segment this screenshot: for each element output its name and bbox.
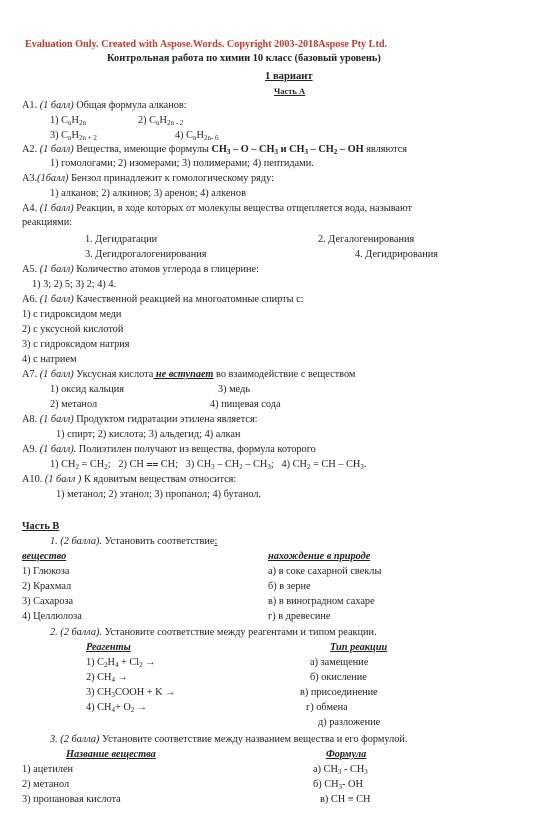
question-a4: А4. (1 балл) Реакции, в ходе которых от молекулы вещества отщепляется вода, называют: [22, 203, 413, 214]
column-header-right: Тип реакции: [330, 642, 388, 653]
part-a-label: Часть А: [274, 86, 306, 96]
question-a10: А10. (1 балл ) К ядовитым веществам относится:: [22, 474, 237, 485]
question-b2: 2. (2 балла). Установите соответствие между реагентами и типом реакции.: [50, 627, 377, 638]
evaluation-notice: Evaluation Only. Created with Aspose.Words. Copyright 2003-2018Aspose Pty Ltd.: [25, 39, 388, 50]
match-left-item: 2) Крахмал: [22, 581, 72, 592]
reagent-item: 1) $C_2H_4 + Cl_2$ →: [86, 657, 156, 669]
answer-option: 4. Дегидрирования: [355, 249, 438, 260]
column-header-right: нахождение в природе: [268, 551, 371, 562]
emphasis-text: не вступает: [153, 369, 214, 380]
question-a7: А7. (1 балл) Уксусная кислота не вступает во взаимодействие с веществом: [22, 369, 356, 380]
answer-option: 2) CH ⩵ CH;: [118, 459, 178, 470]
formula-item: в) CH ≡ CH: [320, 794, 371, 805]
formula-dimethyl-ether: $CH_3$ – O – $CH_3$: [211, 144, 278, 156]
answer-options-formulas: [50, 458, 366, 471]
formula-item: б) $CH_3-$ OH: [313, 779, 363, 791]
reagent-item: 2) $CH_4$ →: [86, 672, 128, 684]
question-a8: А8. (1 балл) Продуктом гидратации этилена является:: [22, 414, 258, 425]
column-header-left: вещество: [22, 551, 67, 562]
answer-option: 4) $C_nH_{2n- 6}$: [175, 130, 219, 142]
answer-option: 3. Дегидрогалогенирования: [85, 249, 207, 260]
answer-option: 2) с уксусной кислотой: [22, 324, 124, 335]
question-a6: А6. (1 балл) Качественной реакцией на многоатомные спирты с:: [22, 294, 304, 305]
match-right-item: б) в зерне: [268, 581, 311, 592]
question-points: (1 балл): [39, 100, 74, 111]
answer-options: 1) спирт; 2) кислота; 3) альдегид; 4) алкан: [56, 429, 241, 440]
question-text-continuation: реакциями:: [22, 217, 73, 228]
answer-options: 1) гомологами; 2) изомерами; 3) полимерами; 4) пептидами.: [50, 158, 314, 169]
answer-options: 1) метанол; 2) этанол; 3) пропанол; 4) бутанол.: [56, 489, 262, 500]
page-title: Контрольная работа по химии 10 класс (базовый уровень): [107, 53, 381, 64]
formula-item: а) $CH_3 - CH_3$: [313, 764, 368, 776]
answer-option: 2) $C_nH_{2n - 2}$: [138, 115, 184, 127]
match-left-item: 3) пропановая кислота: [22, 794, 121, 805]
question-a5: А5. (1 балл) Количество атомов углерода в глицерине:: [22, 264, 259, 275]
answer-option: 3) с гидроксидом натрия: [22, 339, 130, 350]
question-a9: А9. (1 балл). Полиэтилен получают из вещества, формула которого: [22, 444, 316, 455]
question-text: Общая формула алканов:: [76, 100, 187, 111]
question-a2: А2. (1 балл) Вещества, имеющие формулы $CH_3$ – O – $CH_3$ и $CH_3 - CH_2$ – OH являются: [22, 144, 408, 156]
reaction-type-item: д) разложение: [318, 717, 381, 728]
answer-option: 4) с натрием: [22, 354, 77, 365]
match-left-item: 1) Глюкоза: [22, 566, 70, 577]
reaction-type-item: в) присоединение: [300, 687, 378, 698]
formula-ethanol: $CH_3 - CH_2$ – OH: [289, 144, 364, 156]
answer-option: 3) $CH_3 - CH_2 - CH_3$;: [185, 459, 274, 471]
match-left-item: 1) ацетилен: [22, 764, 74, 775]
answer-option: 1) $CH_2 = CH_2$;: [50, 459, 111, 471]
match-left-item: 4) Целлюлоза: [22, 611, 82, 622]
answer-options: 1) алканов; 2) алкинов; 3) аренов; 4) алкенов: [50, 188, 246, 199]
reaction-type-item: а) замещение: [310, 657, 369, 668]
reaction-type-item: б) окисление: [310, 672, 367, 683]
match-right-item: в) в виноградном сахаре: [268, 596, 375, 607]
reagent-item: 3) $CH_3COOH + K$ →: [86, 687, 176, 699]
answer-option: 3) медь: [218, 384, 251, 395]
column-header-left: Название вещества: [66, 749, 156, 760]
variant-label: 1 вариант: [265, 71, 313, 82]
question-a1: [22, 99, 187, 112]
answer-options: 1) 3; 2) 5; 3) 2; 4) 4.: [32, 279, 117, 290]
match-right-item: г) в древесине: [268, 611, 331, 622]
answer-option: 1) оксид кальция: [50, 384, 125, 395]
column-header-left: Реагенты: [86, 642, 131, 653]
column-header-right: Формула: [326, 749, 367, 760]
question-b1: 1. (2 балла). Установить соответствие:: [50, 536, 218, 547]
match-right-item: а) в соке сахарной свеклы: [268, 566, 382, 577]
reagent-item: 4) $CH_4+ O_2$ →: [86, 702, 148, 714]
question-b3: 3. (2 балла) Установите соответствие между названием вещества и его формулой.: [50, 734, 408, 745]
answer-option: 4) $CH_2$ = CH – $CH_3$.: [281, 459, 367, 471]
question-a3: А3.(1балл) Бензол принадлежит к гомологическому ряду:: [22, 173, 274, 184]
answer-option: 3) $C_nH_{2n + 2}$: [50, 130, 97, 142]
question-number: А1.: [22, 100, 38, 111]
answer-option: 4) пищевая сода: [210, 399, 281, 410]
match-left-item: 3) Сахароза: [22, 596, 74, 607]
reaction-type-item: г) обмена: [306, 702, 348, 713]
answer-option: 1. Дегидратации: [85, 234, 158, 245]
match-left-item: 2) метанол: [22, 779, 70, 790]
answer-option: 2. Дегалогенирования: [318, 234, 415, 245]
answer-option: 1) с гидроксидом меди: [22, 309, 122, 320]
part-b-label: Часть В: [22, 521, 60, 532]
answer-option: 2) метанол: [50, 399, 98, 410]
answer-option: 1) $C_nH_{2n}$: [50, 115, 86, 127]
